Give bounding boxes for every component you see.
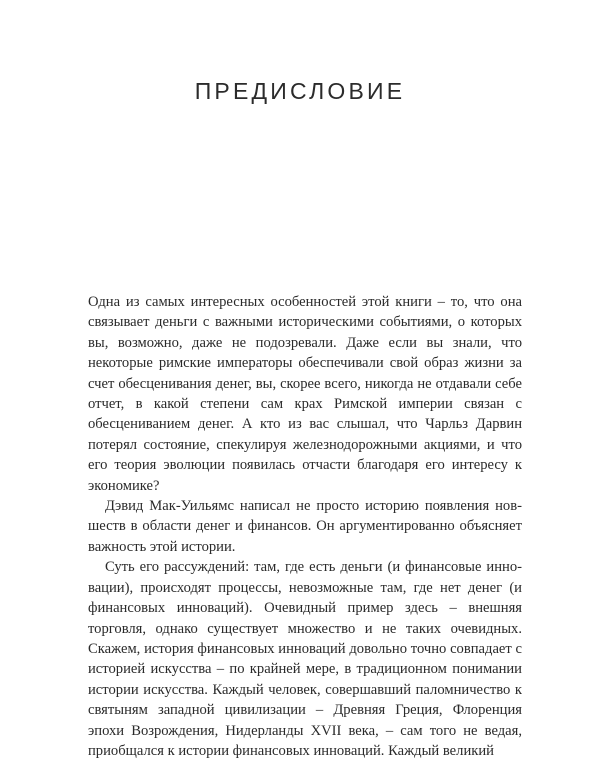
paragraph-1: Одна из самых интересных особенностей этой книги – то, что она связывает деньги с важными историческими событиями, о которых вы, возможно, даже не подозревали. Даже если вы знали, что некоторые римские императоры обеспечивали свой образ жизни за счет обесценивания денег, вы, скорее всего, никогда не отдавали себе отчет, в какой степени сам крах Римской империи связан с обесцениванием денег. А кто из вас слышал, что Чарльз Дарвин потерял состояние, спекулируя железнодорожными акциями, и что его теория эволюции появилась отчасти благодаря его интересу к экономике? — [88, 294, 522, 494]
body-text — [88, 292, 522, 761]
paragraph-2: Дэвид Мак-Уильямс написал не просто историю появления новшеств в области денег и финансов. Он аргументированно объясняет важность этой истории. — [88, 498, 522, 555]
chapter-title: ПРЕДИСЛОВИЕ — [194, 78, 406, 104]
paragraph-3: Суть его рассуждений: там, где есть деньги (и финансовые инновации), происходят процессы, невозможные там, где нет денег (и финансовых инноваций). Очевидный пример здесь – внешняя торговля, однако существует множество и не таких очевидных. Скажем, история финансовых инноваций довольно точно совпадает с историей искусства – по крайней мере, в традиционном понимании истории искусства. Каждый человек, совершавший паломничество к святыням западной цивилизации – Древняя Греция, Флоренция эпохи Возрождения, Нидерланды XVII века, – сам того не ведая, приобщался к истории финансовых инноваций. Каждый великий — [88, 559, 522, 759]
